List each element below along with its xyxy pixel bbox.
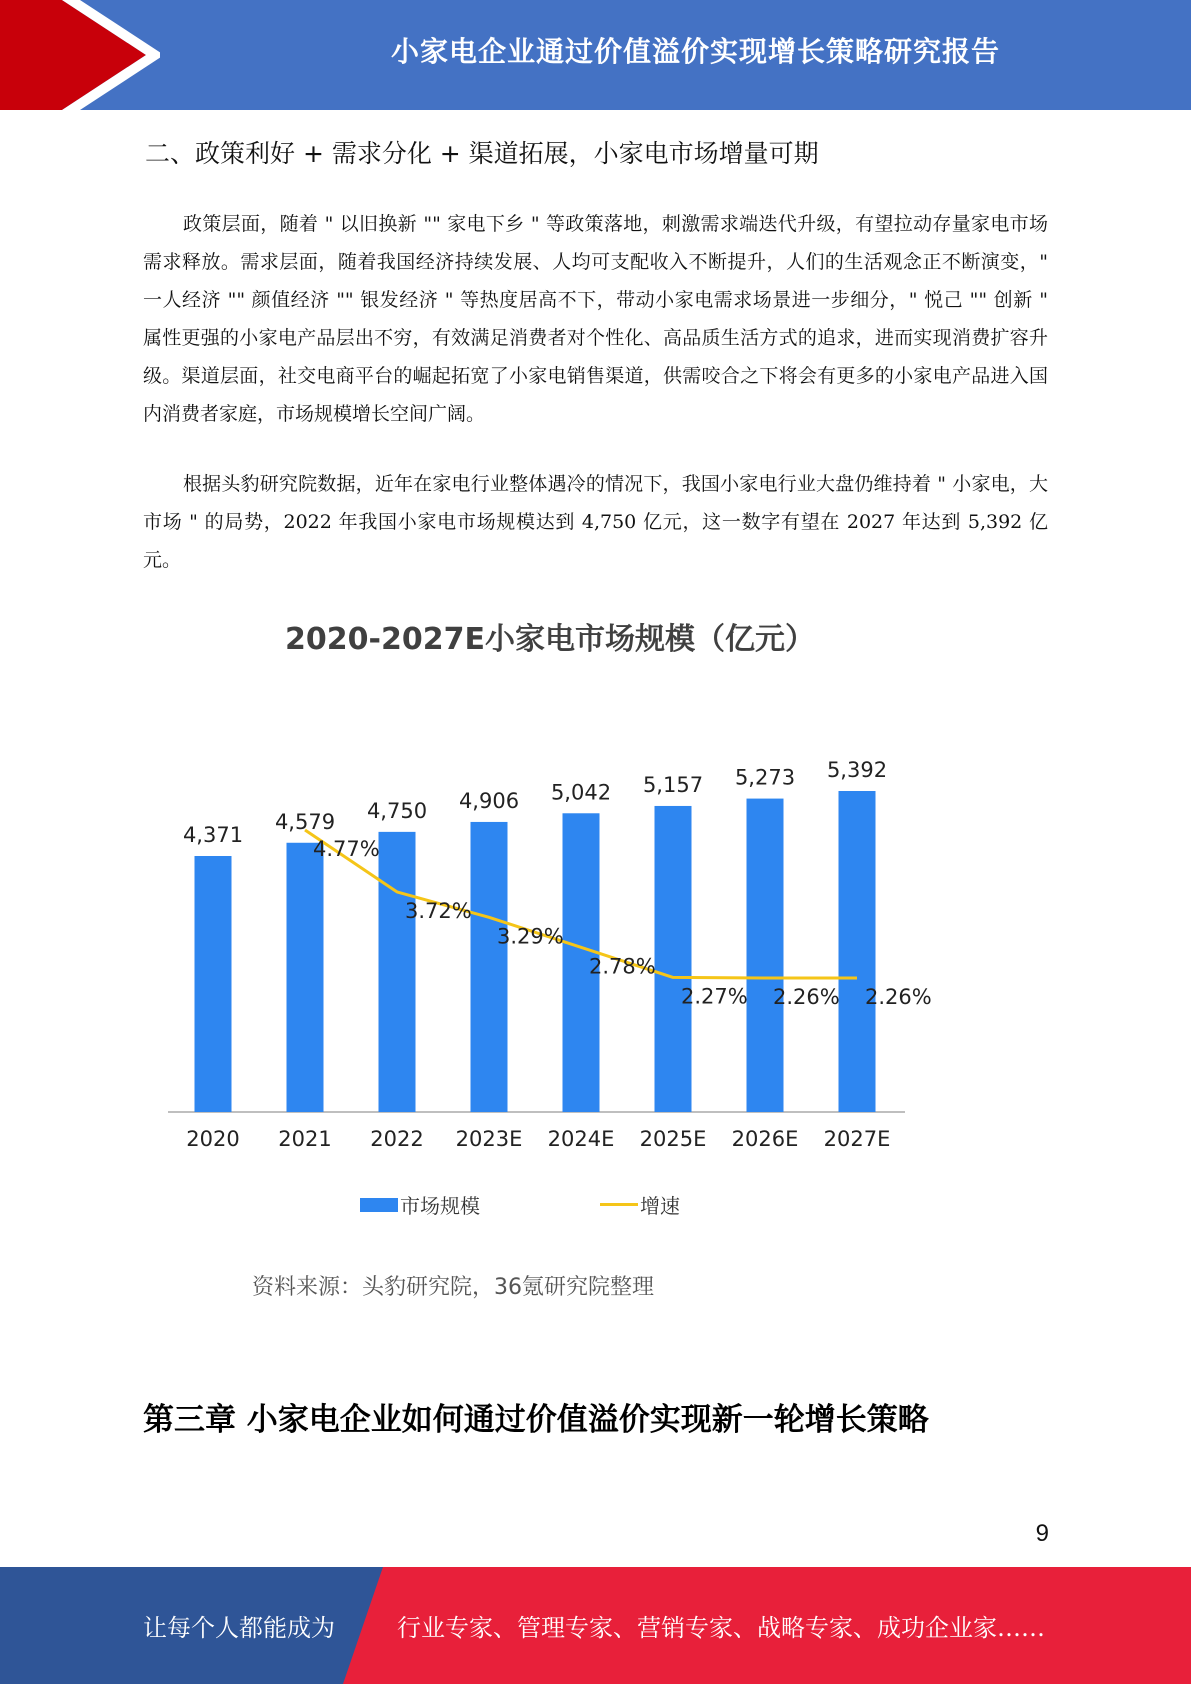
footer-slogan-left: 让每个人都能成为 — [143, 1614, 335, 1642]
legend-item-market-size — [360, 1190, 480, 1219]
legend-label-market-size: 市场规模 — [400, 1194, 480, 1218]
bar-value-label-2020: 4,371 — [182, 823, 244, 847]
growth-label-2025E: 2.27% — [681, 984, 748, 1009]
header-arrow-decoration — [0, 0, 160, 110]
x-tick-label-2023E: 2023E — [455, 1127, 523, 1151]
bar-2023E — [471, 822, 508, 1112]
x-tick-label-2024E: 2024E — [547, 1127, 615, 1151]
bar-2022 — [379, 832, 416, 1112]
chart-source-note: 资料来源：头豹研究院，36氪研究院整理 — [252, 1275, 654, 1300]
report-title: 小家电企业通过价值溢价实现增长策略研究报告 — [390, 35, 1000, 68]
bar-value-label-2024E: 5,042 — [550, 780, 612, 805]
x-tick-label-2020: 2020 — [186, 1127, 240, 1151]
section-heading: 二、政策利好 + 需求分化 + 渠道拓展，小家电市场增量可期 — [145, 139, 819, 168]
bar-2025E — [655, 806, 692, 1112]
bar-value-label-2026E: 5,273 — [734, 765, 796, 790]
footer-slogan-right: 行业专家、管理专家、营销专家、战略专家、成功企业家…… — [397, 1614, 1045, 1642]
paragraph-policy: 政策层面，随着 " 以旧换新 "" 家电下乡 " 等政策落地，刺激需求端迭代升级，有望拉动存量家电市场需求释放。需求层面，随着我国经济持续发展、人均可支配收入不断提升，人们的生活观念正不断演变，" 一人经济 "" 颜值经济 "" 银发经济 " 等热度居高不下，带动小家电需求场景进一步细分，" 悦己 "" 创新 " 属性更强的小家电产品层出不穷，有效满足消费者对个性化、高品质生活方式的追求，进而实现消费扩容升级。渠道层面，社交电商平台的崛起拓宽了小家电销售渠道，供需咬合之下将会有更多的小家电产品进入国内消费者家庭，市场规模增长空间广阔。 — [143, 213, 1048, 425]
growth-label-2022: 3.72% — [405, 898, 472, 923]
x-tick-label-2022: 2022 — [370, 1127, 424, 1151]
x-tick-label-2027E: 2027E — [823, 1127, 891, 1151]
growth-label-2027E: 2.26% — [865, 985, 932, 1009]
bar-value-label-2027E: 5,392 — [826, 758, 888, 782]
legend-item-growth — [600, 1190, 680, 1219]
market-size-chart — [150, 740, 950, 1170]
bar-2027E — [839, 791, 876, 1112]
page-header — [0, 0, 1191, 110]
page-footer — [0, 1567, 1191, 1684]
x-tick-label-2025E: 2025E — [639, 1127, 707, 1151]
growth-label-2023E: 3.29% — [497, 924, 564, 949]
chart-title: 2020-2027E小家电市场规模（亿元） — [285, 622, 815, 657]
bar-2020 — [195, 856, 232, 1112]
bar-2021 — [287, 843, 324, 1112]
legend-bar-swatch — [360, 1198, 398, 1212]
chapter-heading: 第三章 小家电企业如何通过价值溢价实现新一轮增长策略 — [143, 1402, 929, 1438]
x-tick-label-2026E: 2026E — [731, 1127, 799, 1151]
bar-value-label-2021: 4,579 — [274, 809, 336, 834]
growth-label-2021: 4.77% — [313, 837, 380, 861]
bar-value-label-2022: 4,750 — [366, 798, 428, 823]
growth-label-2024E: 2.78% — [589, 954, 656, 979]
page-number: 9 — [1035, 1520, 1049, 1547]
legend-label-growth: 增速 — [640, 1194, 680, 1218]
bar-value-label-2025E: 5,157 — [642, 772, 704, 797]
bar-2026E — [747, 799, 784, 1112]
bar-value-label-2023E: 4,906 — [458, 788, 520, 813]
legend-line-swatch — [600, 1203, 638, 1206]
x-tick-label-2021: 2021 — [278, 1127, 332, 1151]
growth-label-2026E: 2.26% — [773, 985, 840, 1009]
paragraph-market-data: 根据头豹研究院数据，近年在家电行业整体遇冷的情况下，我国小家电行业大盘仍维持着 " 小家电，大市场 " 的局势，2022 年我国小家电市场规模达到 4,750 亿元，这一数字有望在 2027 年达到 5,392 亿元。 — [143, 473, 1048, 571]
